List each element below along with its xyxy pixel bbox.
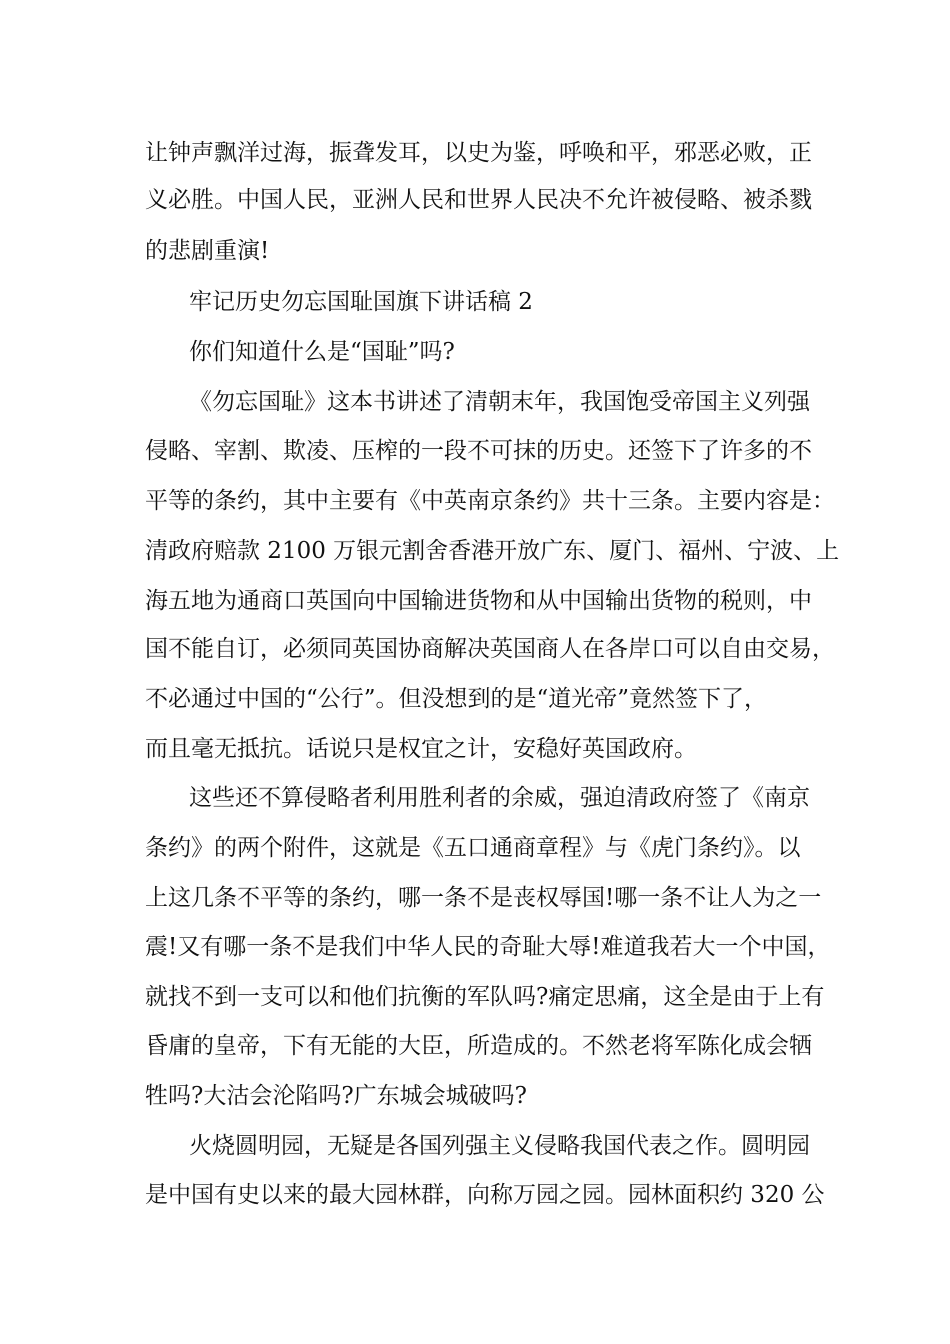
text-line: 让钟声飘洋过海，振聋发耳，以史为鉴，呼唤和平，邪恶必败，正 (145, 140, 812, 166)
text-line: 侵略、宰割、欺凌、压榨的一段不可抹的历史。还签下了许多的不 (145, 438, 812, 464)
text-line: 上这几条不平等的条约，哪一条不是丧权辱国!哪一条不让人为之一 (145, 885, 822, 911)
text-line: 条约》的两个附件，这就是《五口通商章程》与《虎门条约》。以 (145, 835, 801, 861)
text-line: 义必胜。中国人民，亚洲人民和世界人民决不允许被侵略、被杀戮 (145, 187, 812, 213)
text-line: 牲吗?大沽会沦陷吗?广东城会城破吗? (145, 1083, 527, 1109)
text-line: 昏庸的皇帝，下有无能的大臣，所造成的。不然老将军陈化成会牺 (145, 1033, 812, 1059)
section-title: 牢记历史勿忘国耻国旗下讲话稿 2 (189, 289, 533, 315)
text-line: 而且毫无抵抗。话说只是权宜之计，安稳好英国政府。 (145, 736, 697, 762)
text-line: 不必通过中国的“公行”。但没想到的是“道光帝”竟然签下了， (145, 686, 768, 712)
text-line: 《勿忘国耻》这本书讲述了清朝末年，我国饱受帝国主义列强 (189, 389, 810, 415)
text-line: 震!又有哪一条不是我们中华人民的奇耻大辱!难道我若大一个中国， (145, 934, 831, 960)
text-line: 清政府赔款 2100 万银元割舍香港开放广东、厦门、福州、宁波、上 (145, 538, 840, 564)
text-line: 这些还不算侵略者利用胜利者的余威，强迫清政府签了《南京 (189, 785, 810, 811)
text-line: 海五地为通商口英国向中国输进货物和从中国输出货物的税则，中 (145, 588, 812, 614)
text-line: 国不能自订，必须同英国协商解决英国商人在各岸口可以自由交易， (145, 636, 835, 662)
text-line: 你们知道什么是“国耻”吗? (189, 339, 455, 365)
text-line: 平等的条约，其中主要有《中英南京条约》共十三条。主要内容是： (145, 488, 835, 514)
text-line: 就找不到一支可以和他们抗衡的军队吗?痛定思痛，这全是由于上有 (145, 984, 825, 1010)
text-line: 是中国有史以来的最大园林群，向称万园之园。园林面积约 320 公 (145, 1182, 825, 1208)
text-line: 火烧圆明园，无疑是各国列强主义侵略我国代表之作。圆明园 (189, 1133, 810, 1159)
text-line: 的悲剧重演! (145, 238, 270, 264)
